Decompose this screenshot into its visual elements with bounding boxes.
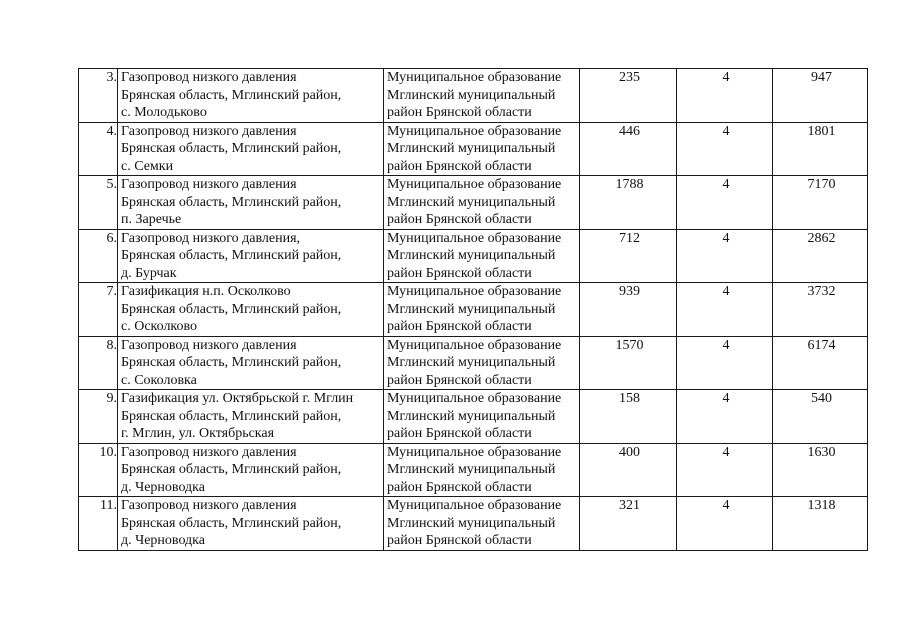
owner-line: Муниципальное образование	[387, 284, 562, 299]
row-number: 4.	[106, 123, 117, 139]
object-name-line: Брянская область, Мглинский район,	[121, 462, 342, 477]
object-name-line: Брянская область, Мглинский район,	[121, 194, 342, 210]
owner-cell	[384, 443, 580, 497]
owner-line: Муниципальное образование	[387, 498, 562, 513]
owner-cell	[384, 336, 580, 390]
total-cell	[773, 283, 868, 337]
total-value: 1801	[807, 123, 836, 139]
class-value: 4	[722, 177, 730, 192]
object-name-line: Брянская область, Мглинский район,	[121, 87, 342, 103]
table-row	[79, 443, 868, 497]
owner-cell	[384, 69, 580, 123]
object-name-line: Брянская область, Мглинский район,	[121, 141, 342, 156]
table-row	[79, 229, 868, 283]
owner-line: район Брянской области	[387, 265, 532, 281]
table-row	[79, 122, 868, 176]
length-value: 712	[619, 230, 640, 246]
owner-line: район Брянской области	[387, 105, 532, 120]
object-name-line: с. Семки	[121, 158, 174, 174]
row-number: 7.	[106, 284, 117, 299]
class-value: 4	[722, 284, 730, 299]
total-cell	[773, 69, 868, 123]
object-name-line: Брянская область, Мглинский район,	[121, 301, 342, 317]
row-number: 9.	[106, 391, 117, 406]
class-cell	[677, 336, 773, 390]
row-number-cell	[79, 443, 118, 497]
table-body	[79, 69, 868, 551]
total-value: 3732	[807, 284, 836, 299]
row-number-cell	[79, 69, 118, 123]
total-value: 1630	[807, 444, 836, 460]
owner-line: Мглинский муниципальный	[387, 141, 556, 156]
owner-line: Муниципальное образование	[387, 123, 562, 139]
length-value: 321	[619, 498, 640, 513]
table-row	[79, 69, 868, 123]
row-number-cell	[79, 497, 118, 551]
object-name-cell	[118, 336, 384, 390]
class-value: 4	[722, 337, 730, 353]
object-name-cell	[118, 229, 384, 283]
row-number: 11.	[100, 498, 117, 513]
object-name-line: г. Мглин, ул. Октябрьская	[121, 426, 275, 441]
object-name-line: Газификация н.п. Осколково	[121, 284, 291, 299]
total-cell	[773, 122, 868, 176]
length-cell	[580, 229, 677, 283]
total-cell	[773, 443, 868, 497]
object-name-line: с. Молодьково	[121, 105, 207, 120]
total-value: 2862	[807, 230, 836, 246]
owner-line: Муниципальное образование	[387, 177, 562, 192]
row-number: 6.	[106, 230, 117, 246]
length-cell	[580, 283, 677, 337]
class-cell	[677, 497, 773, 551]
owner-line: Мглинский муниципальный	[387, 248, 556, 263]
total-cell	[773, 497, 868, 551]
owner-line: Муниципальное образование	[387, 391, 562, 406]
class-value: 4	[722, 498, 730, 513]
length-value: 446	[619, 123, 640, 139]
owner-line: район Брянской области	[387, 158, 532, 174]
owner-line: Мглинский муниципальный	[387, 194, 556, 210]
object-name-cell	[118, 390, 384, 444]
object-name-line: Брянская область, Мглинский район,	[121, 355, 342, 370]
row-number-cell	[79, 390, 118, 444]
row-number-cell	[79, 336, 118, 390]
table-row	[79, 336, 868, 390]
class-value: 4	[722, 230, 730, 246]
owner-cell	[384, 497, 580, 551]
class-cell	[677, 283, 773, 337]
owner-line: район Брянской области	[387, 212, 532, 227]
total-cell	[773, 176, 868, 230]
class-value: 4	[722, 123, 730, 139]
owner-cell	[384, 283, 580, 337]
owner-line: Мглинский муниципальный	[387, 408, 556, 424]
class-cell	[677, 176, 773, 230]
length-cell	[580, 69, 677, 123]
owner-line: Муниципальное образование	[387, 230, 562, 246]
total-value: 1318	[807, 498, 836, 513]
owner-line: Мглинский муниципальный	[387, 462, 556, 477]
length-value: 158	[619, 391, 640, 406]
owner-cell	[384, 390, 580, 444]
gas-pipeline-table	[78, 68, 868, 551]
owner-line: Муниципальное образование	[387, 444, 562, 460]
class-value: 4	[722, 444, 730, 460]
length-value: 939	[619, 284, 640, 299]
length-cell	[580, 336, 677, 390]
class-cell	[677, 229, 773, 283]
length-value: 235	[619, 70, 640, 85]
total-cell	[773, 336, 868, 390]
object-name-cell	[118, 176, 384, 230]
object-name-line: с. Соколовка	[121, 372, 197, 388]
table-row	[79, 176, 868, 230]
object-name-cell	[118, 122, 384, 176]
owner-line: Муниципальное образование	[387, 70, 562, 85]
class-value: 4	[722, 70, 730, 85]
object-name-line: Брянская область, Мглинский район,	[121, 248, 342, 263]
class-cell	[677, 122, 773, 176]
object-name-cell	[118, 497, 384, 551]
object-name-cell	[118, 69, 384, 123]
class-cell	[677, 69, 773, 123]
object-name-line: Газопровод низкого давления	[121, 444, 297, 460]
object-name-line: д. Бурчак	[121, 265, 177, 281]
length-cell	[580, 443, 677, 497]
owner-cell	[384, 229, 580, 283]
owner-line: район Брянской области	[387, 533, 532, 548]
row-number-cell	[79, 176, 118, 230]
row-number: 8.	[106, 337, 117, 353]
table-row	[79, 390, 868, 444]
object-name-line: Брянская область, Мглинский район,	[121, 515, 342, 531]
total-value: 6174	[807, 337, 836, 353]
object-name-line: Газопровод низкого давления,	[121, 230, 301, 246]
object-name-cell	[118, 283, 384, 337]
owner-line: Мглинский муниципальный	[387, 87, 556, 103]
object-name-line: Газопровод низкого давления	[121, 70, 297, 85]
table-row	[79, 283, 868, 337]
object-name-line: д. Черноводка	[121, 479, 205, 495]
object-name-line: Газопровод низкого давления	[121, 498, 297, 513]
table-row	[79, 497, 868, 551]
row-number-cell	[79, 283, 118, 337]
row-number-cell	[79, 229, 118, 283]
class-value: 4	[722, 391, 730, 406]
object-name-line: д. Черноводка	[121, 533, 205, 548]
total-cell	[773, 229, 868, 283]
length-cell	[580, 497, 677, 551]
object-name-line: п. Заречье	[121, 212, 182, 227]
owner-line: район Брянской области	[387, 479, 532, 495]
class-cell	[677, 443, 773, 497]
owner-cell	[384, 122, 580, 176]
owner-line: Мглинский муниципальный	[387, 301, 556, 317]
row-number: 10.	[99, 444, 117, 460]
row-number-cell	[79, 122, 118, 176]
total-value: 947	[811, 70, 832, 85]
length-cell	[580, 122, 677, 176]
object-name-cell	[118, 443, 384, 497]
owner-line: Муниципальное образование	[387, 337, 562, 353]
object-name-line: с. Осколково	[121, 319, 198, 334]
row-number: 3.	[106, 70, 117, 85]
length-value: 1570	[615, 337, 644, 353]
row-number: 5.	[106, 177, 117, 192]
length-cell	[580, 390, 677, 444]
object-name-line: Газопровод низкого давления	[121, 177, 297, 192]
length-value: 1788	[615, 177, 644, 192]
owner-cell	[384, 176, 580, 230]
length-value: 400	[619, 444, 640, 460]
total-value: 7170	[807, 177, 836, 192]
owner-line: район Брянской области	[387, 372, 532, 388]
length-cell	[580, 176, 677, 230]
object-name-line: Газификация ул. Октябрьской г. Мглин	[121, 391, 354, 406]
total-value: 540	[811, 391, 832, 406]
owner-line: район Брянской области	[387, 319, 532, 334]
owner-line: район Брянской области	[387, 426, 532, 441]
class-cell	[677, 390, 773, 444]
object-name-line: Газопровод низкого давления	[121, 337, 297, 353]
object-name-line: Брянская область, Мглинский район,	[121, 408, 342, 424]
object-name-line: Газопровод низкого давления	[121, 123, 297, 139]
owner-line: Мглинский муниципальный	[387, 515, 556, 531]
owner-line: Мглинский муниципальный	[387, 355, 556, 370]
total-cell	[773, 390, 868, 444]
